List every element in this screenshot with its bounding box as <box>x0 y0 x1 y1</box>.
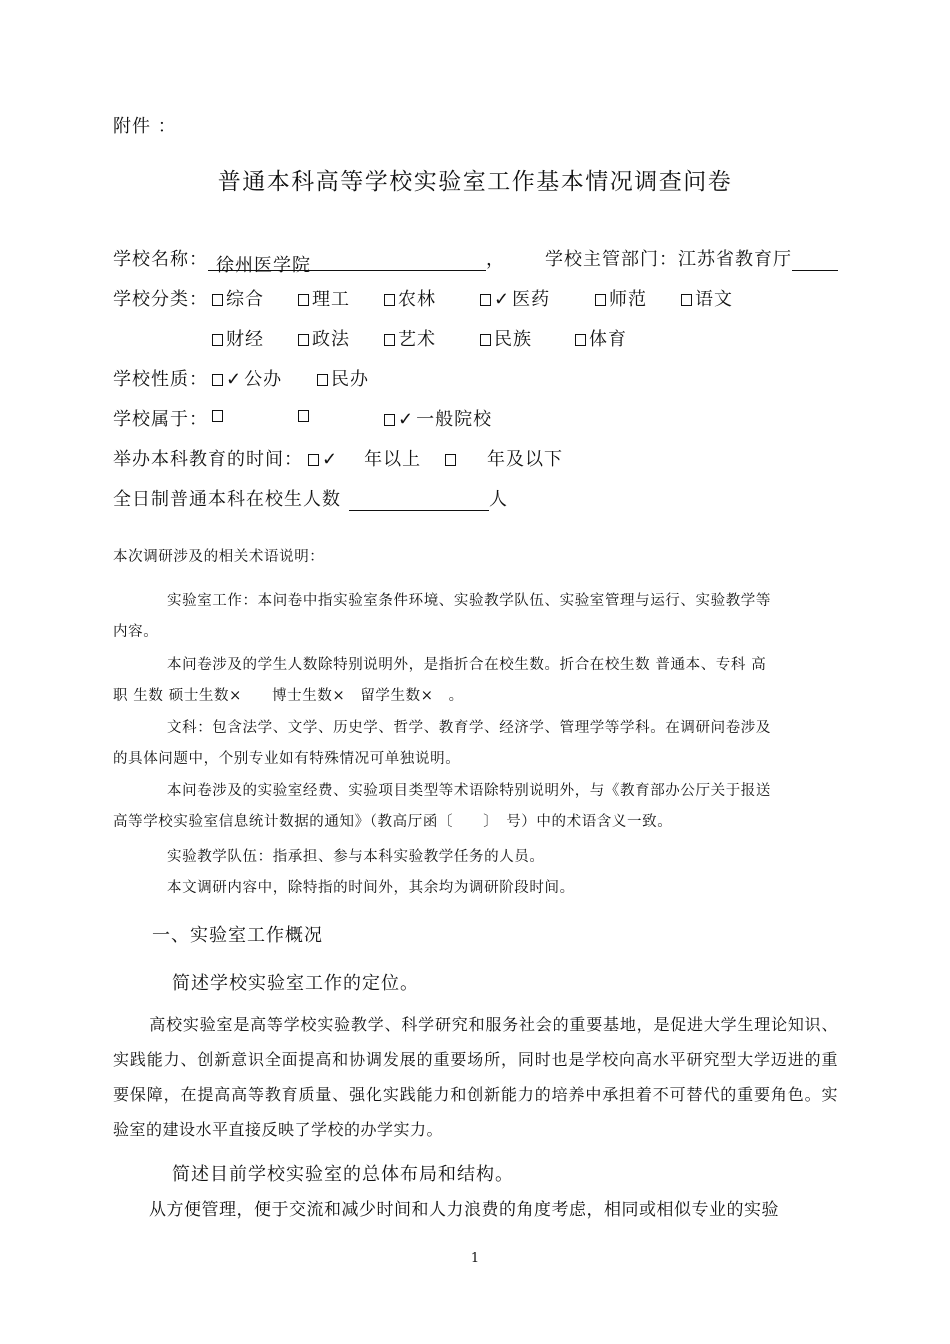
question-1: 简述学校实验室工作的定位。 <box>172 973 419 994</box>
term-5: 实验教学队伍：指承担、参与本科实验教学任务的人员。 <box>167 849 545 865</box>
students-label: 全日制普通本科在校生人数 <box>113 489 341 510</box>
section-1-heading: 一、实验室工作概况 <box>152 925 323 946</box>
dept-row <box>545 245 838 271</box>
term-2-line-2: 职 生数 硕士生数× 博士生数× 留学生数× 。 <box>113 688 464 704</box>
checkbox[interactable] <box>575 334 586 346</box>
belongs-label: 学校属于： <box>113 409 208 430</box>
checkmark-icon: ✓ <box>322 449 339 470</box>
answer-2: 从方便管理，便于交流和减少时间和人力浪费的角度考虑，相同或相似专业的实验 <box>149 1200 779 1220</box>
category-option-nonglin[interactable]: 农林 <box>384 285 436 311</box>
duration-option-below[interactable]: 年及以下 <box>445 445 563 471</box>
nature-option-gongban[interactable]: ✓ 公办 <box>212 365 282 391</box>
checkbox[interactable] <box>445 454 456 466</box>
checkmark-icon: ✓ <box>226 369 243 390</box>
checkbox[interactable] <box>681 294 692 306</box>
school-name-field[interactable] <box>208 251 486 276</box>
question-2: 简述目前学校实验室的总体布局和结构。 <box>172 1164 514 1185</box>
category-option-zonghe[interactable]: 综合 <box>212 285 264 311</box>
category-label: 学校分类： <box>113 289 208 310</box>
term-4-line-2: 高等学校实验室信息统计数据的通知》（教高厅函〔 〕 号）中的术语含义一致。 <box>113 814 673 830</box>
category-option-ligong[interactable]: 理工 <box>298 285 350 311</box>
term-3-line-1: 文科：包含法学、文学、历史学、哲学、教育学、经济学、管理学等学科。在调研问卷涉及 <box>167 720 771 736</box>
category-option-minzu[interactable]: 民族 <box>480 325 532 351</box>
checkbox[interactable] <box>595 294 606 306</box>
checkbox[interactable] <box>317 374 328 386</box>
term-4-line-1: 本问卷涉及的实验室经费、实验项目类型等术语除特别说明外，与《教育部办公厅关于报送 <box>167 783 771 799</box>
attachment-label: 附件 ： <box>113 116 177 137</box>
category-option-tiyu[interactable]: 体育 <box>575 325 627 351</box>
category-option-shifan[interactable]: 师范 <box>595 285 647 311</box>
term-3-line-2: 的具体问题中，个别专业如有特殊情况可单独说明。 <box>113 751 461 767</box>
page-title: 普通本科高等学校实验室工作基本情况调查问卷 <box>217 169 733 195</box>
category-option-yishu[interactable]: 艺术 <box>384 325 436 351</box>
term-2-line-1: 本问卷涉及的学生人数除特别说明外，是指折合在校生数。折合在校生数 普通本、专科 高 <box>167 657 767 673</box>
checkbox[interactable] <box>480 334 491 346</box>
students-row <box>113 485 508 511</box>
school-name-row <box>113 245 505 276</box>
checkbox[interactable] <box>212 410 223 422</box>
dept-underline <box>792 250 838 271</box>
dept-value: 江苏省教育厅 <box>678 249 792 270</box>
category-option-yuwen[interactable]: 语文 <box>681 285 733 311</box>
dept-label: 学校主管部门： <box>545 249 678 270</box>
page-number: 1 <box>470 1251 480 1266</box>
duration-option-above[interactable]: ✓ 年以上 <box>308 445 421 471</box>
checkbox[interactable] <box>384 414 395 426</box>
checkbox[interactable] <box>212 374 223 386</box>
students-field[interactable] <box>349 490 489 511</box>
checkbox[interactable] <box>298 410 309 422</box>
checkbox[interactable] <box>212 294 223 306</box>
checkmark-icon: ✓ <box>494 289 511 310</box>
comma: ， <box>486 249 505 270</box>
nature-option-minban[interactable]: 民办 <box>317 365 369 391</box>
belongs-option-1[interactable] <box>212 405 226 426</box>
checkbox[interactable] <box>384 294 395 306</box>
checkbox[interactable] <box>298 294 309 306</box>
checkbox[interactable] <box>480 294 491 306</box>
school-name-label: 学校名称： <box>113 249 208 270</box>
category-option-yiyao[interactable]: ✓ 医药 <box>480 285 550 311</box>
checkbox[interactable] <box>308 454 319 466</box>
belongs-option-2[interactable] <box>298 405 312 426</box>
belongs-option-general[interactable]: ✓ 一般院校 <box>384 405 492 431</box>
duration-label: 举办本科教育的时间： <box>113 449 303 470</box>
terms-heading: 本次调研涉及的相关术语说明： <box>113 549 325 565</box>
nature-label: 学校性质： <box>113 369 208 390</box>
school-name-value: 徐州医学院 <box>216 255 311 276</box>
checkbox[interactable] <box>212 334 223 346</box>
category-option-zhengfa[interactable]: 政法 <box>298 325 350 351</box>
category-option-caijing[interactable]: 财经 <box>212 325 264 351</box>
checkbox[interactable] <box>298 334 309 346</box>
term-1-line-1: 实验室工作：本问卷中指实验室条件环境、实验教学队伍、实验室管理与运行、实验教学等 <box>167 593 771 609</box>
term-1-line-2: 内容。 <box>113 624 159 640</box>
students-unit: 人 <box>489 489 508 510</box>
term-6: 本文调研内容中，除特指的时间外，其余均为调研阶段时间。 <box>167 880 575 896</box>
checkmark-icon: ✓ <box>398 409 415 430</box>
answer-1: 高校实验室是高等学校实验教学、科学研究和服务社会的重要基地，是促进大学生理论知识、实践能力、创新意识全面提高和协调发展的重要场所，同时也是学校向高水平研究型大学迈进的重要保障，在提高高等教育质量、强化实践能力和创新能力的培养中承担着不可替代的重要角色。实验室的建设水平直接反映了学校的办学实力。 <box>113 1015 838 1139</box>
checkbox[interactable] <box>384 334 395 346</box>
